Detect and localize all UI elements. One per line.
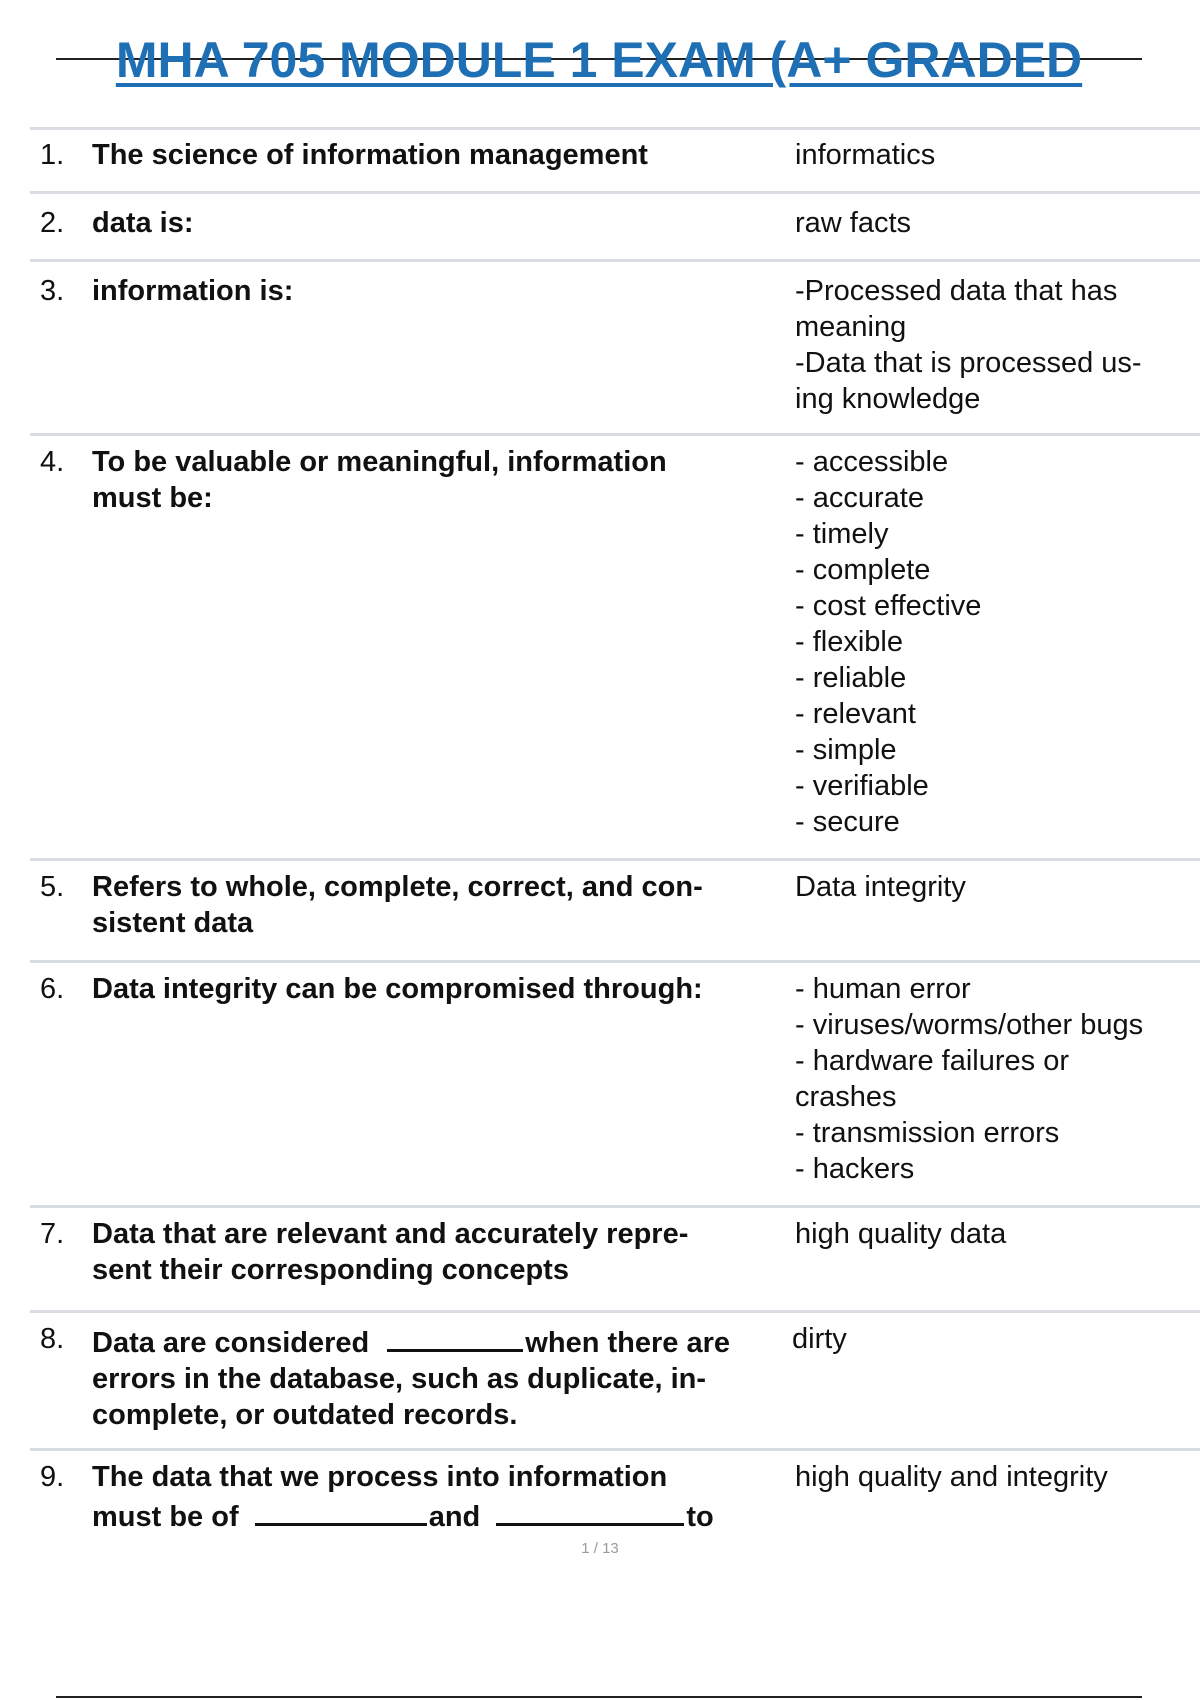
fill-in-blank <box>387 1321 523 1352</box>
answer-line: -Data that is processed us- <box>795 347 1142 379</box>
answer-line: - cost effective <box>795 590 982 622</box>
question-text <box>92 1459 795 1548</box>
answer-line: - flexible <box>795 626 903 658</box>
question-fragment: Data are considered <box>92 1327 370 1359</box>
question-line: must be: <box>92 482 213 514</box>
answer-line: - accessible <box>795 446 949 478</box>
item-number: 7. <box>40 1218 65 1250</box>
answer-line: - timely <box>795 518 889 550</box>
fill-in-blank <box>496 1495 684 1526</box>
page-counter: 1 / 13 <box>581 1540 619 1557</box>
answer-line: - verifiable <box>795 770 929 802</box>
answer-line: - human error <box>795 973 971 1005</box>
answer-line: Data integrity <box>795 871 966 903</box>
qa-row <box>30 1310 1200 1448</box>
answer-line: - viruses/worms/other bugs <box>795 1009 1144 1041</box>
answer-line: high quality data <box>795 1218 1007 1250</box>
item-number: 4. <box>40 446 65 478</box>
title-block <box>56 30 1142 100</box>
answer-line: - complete <box>795 554 931 586</box>
answer-line: raw facts <box>795 207 912 239</box>
question-fragment: to <box>686 1501 714 1533</box>
qa-row <box>30 433 1200 858</box>
answer-line: - reliable <box>795 662 907 694</box>
answer-line: informatics <box>795 139 936 171</box>
answer-text <box>795 1459 1200 1548</box>
question-fragment: and <box>428 1501 481 1533</box>
item-number: 6. <box>40 973 65 1005</box>
document-title: MHA 705 MODULE 1 EXAM (A+ GRADED <box>115 32 1083 88</box>
question-line: Refers to whole, complete, correct, and con- <box>92 871 703 903</box>
question-text <box>92 1321 792 1448</box>
question-line <box>92 1321 786 1361</box>
question-line: complete, or outdated records. <box>92 1399 518 1431</box>
answer-text <box>795 205 1200 259</box>
answer-line: -Processed data that has <box>795 275 1118 307</box>
question-line: sistent data <box>92 907 254 939</box>
question-fragment: when there are <box>525 1327 730 1359</box>
answer-text <box>795 971 1200 1205</box>
answer-text <box>795 137 1200 191</box>
answer-line: - accurate <box>795 482 924 514</box>
answer-line: - simple <box>795 734 897 766</box>
answer-line: - transmission errors <box>795 1117 1060 1149</box>
answer-line: - hardware failures or <box>795 1045 1069 1077</box>
answer-text <box>795 869 1200 960</box>
qa-row <box>30 1448 1200 1548</box>
bottom-rule <box>56 1696 1142 1698</box>
question-fragment: must be of <box>92 1501 239 1533</box>
question-line: The data that we process into information <box>92 1461 668 1493</box>
item-number: 9. <box>40 1461 65 1493</box>
question-text <box>92 1216 795 1310</box>
question-line: Data that are relevant and accurately repre- <box>92 1218 689 1250</box>
answer-text <box>792 1321 1200 1448</box>
item-number: 3. <box>40 275 65 307</box>
qa-row <box>30 259 1200 433</box>
question-line: sent their corresponding concepts <box>92 1254 569 1286</box>
item-number: 8. <box>40 1323 65 1355</box>
answer-line: dirty <box>792 1323 847 1355</box>
qa-row <box>30 127 1200 191</box>
qa-row <box>30 960 1200 1205</box>
question-line <box>92 1495 789 1535</box>
question-text: information is: <box>92 275 294 307</box>
question-text <box>92 869 795 960</box>
answer-line: meaning <box>795 311 907 343</box>
item-number: 5. <box>40 871 65 903</box>
answer-text <box>795 1216 1200 1310</box>
answer-line: - secure <box>795 806 900 838</box>
answer-line: - relevant <box>795 698 916 730</box>
answer-text <box>795 444 1200 858</box>
qa-row <box>30 858 1200 960</box>
fill-in-blank <box>255 1495 427 1526</box>
item-number: 1. <box>40 139 65 171</box>
answer-line: - hackers <box>795 1153 915 1185</box>
question-text <box>92 444 795 858</box>
question-text: data is: <box>92 207 194 239</box>
item-number: 2. <box>40 207 65 239</box>
qa-row <box>30 191 1200 259</box>
question-text: The science of information management <box>92 139 648 171</box>
question-text: Data integrity can be compromised through: <box>92 973 703 1005</box>
answer-line: high quality and integrity <box>795 1461 1108 1493</box>
answer-text <box>795 273 1200 433</box>
question-line: errors in the database, such as duplicate, in- <box>92 1363 707 1395</box>
question-line: To be valuable or meaningful, information <box>92 446 667 478</box>
qa-row <box>30 1205 1200 1310</box>
answer-line: ing knowledge <box>795 383 981 415</box>
answer-line: crashes <box>795 1081 897 1113</box>
qa-table <box>30 127 1200 1548</box>
